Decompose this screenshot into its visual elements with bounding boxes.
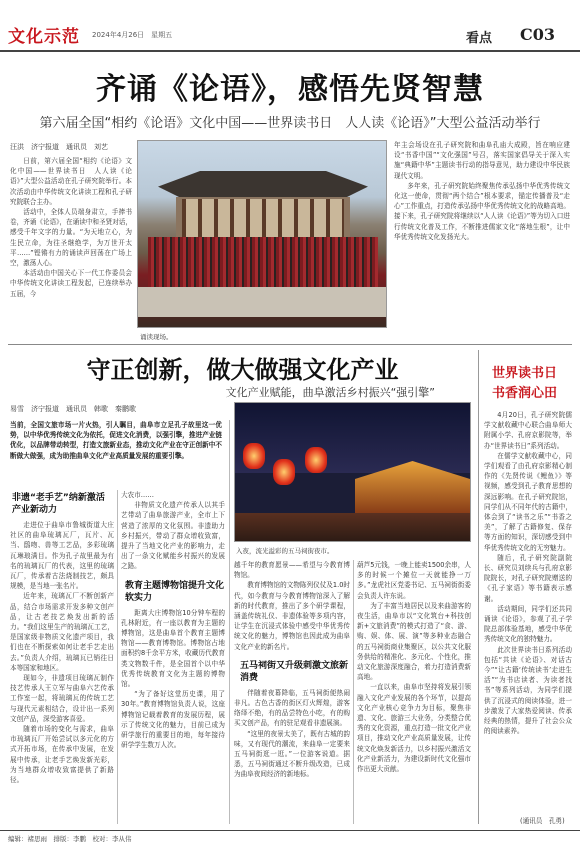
dateline: 2024年4月26日 星期五	[92, 31, 173, 39]
article2-column-1	[10, 520, 114, 785]
paragraph: 越千年的教育愿景——希望与今教育博物馆。	[234, 561, 350, 580]
paragraph: 大农市……	[121, 491, 154, 499]
sidebar-title-line-1: 世界读书日	[492, 366, 558, 381]
subhead-1: 非遗“老手艺”纳新激活产业新动力	[12, 493, 105, 515]
paragraph: 在儒学文献收藏中心，同学们观看了由孔府京影精心制作的《先贤传说《鲤鱼》》等视频，感受到孔子教育思想的深远影响。在孔子研究院馆，同学们从不同年代的古籍中，体会到了“读书之乐”“书香之美”，了解了古籍修复、保存等方面的知识，深切感受到中华优秀传统文化的无穷魅力。	[484, 451, 572, 552]
photo-night-street	[234, 402, 471, 542]
photo-pillars	[182, 199, 344, 237]
section-divider	[8, 344, 572, 345]
paragraph: 教育博物馆的文物陈列仪仗及1.0时代，如今教育与今教育博物馆深入了解新的时代教育，推出了多个研学课程，涵盖传统礼仪、非遗体验等多项内容，让学生在沉浸式体验中感受中华优秀传统文化的魅力，博物馆也因此成为曲阜文化产业的新名片。	[234, 581, 350, 651]
footer-credits: 编辑：褚思雨 排版：李鹏 校对：李从伟	[8, 835, 132, 843]
paragraph: 非物质文化遗产传承人以其手艺带动了曲阜旅游产业，全市上下营造了浓厚的文化氛围。非遗助力乡村振兴，带动了群众增收致富，提升了当地文化产业的影响力，走出了一条文化赋能乡村振兴的发展之路。	[121, 501, 225, 571]
paragraph: 活动期间，同学们还共同诵读《论语》，参观了孔子学院总部体验基地，感受中华优秀传统文化的独特魅力。	[484, 604, 572, 644]
page-number: C03	[520, 25, 555, 44]
photo-night-sky	[235, 403, 471, 473]
section-name: 看点	[466, 31, 493, 46]
paragraph: 一直以来，曲阜市坚持将发展引领融入文化产业发展的各个环节，以提高文化产业核心竞争力为目标，聚焦非遗、文化、旅游三大业务，分类整合优秀的文化资源，重点打造一批文化产业项目，推动文化产业高质量发展，让传统文化焕发新活力，以乡村振兴激活文化产业新活力，为建设新时代文化强市作出更大贡献。	[357, 683, 471, 774]
paragraph: 随后，孔子研究院副院长、研究员刘续兵与孔府京影院院长，对孔子研究院赠送的《孔子家语》等书籍表示感谢。	[484, 553, 572, 603]
paragraph: 近年来，琉璃瓦厂不断创新产品，结合市场需求开发多种文创产品，让古老技艺焕发出新的活力。“我们这里生产的琉璃瓦工艺，是国家级非物质文化遗产项目，我们也在不断探索如何让老手艺走出去。”负责人介绍，琉璃瓦已销往日本等国家和地区。	[10, 592, 114, 672]
column-divider	[353, 560, 354, 824]
lantern-icon	[273, 459, 295, 485]
sidebar-column	[484, 410, 572, 737]
column-divider	[229, 420, 230, 824]
paragraph: 距离大庄博物馆10分钟车程的孔林附近，有一座以教育为主题的博物馆，这是曲阜首个教育主题博物馆——教育博物馆。博物馆占地面积约8千余平方米，收藏历代教育类文物数千件，是全国首个以中华优秀传统教育文化为主题的博物馆。	[121, 608, 225, 689]
sidebar-credit: (通讯员 孔勇)	[520, 817, 565, 825]
paragraph: 4月20日，孔子研究院儒学文献收藏中心联合曲阜师大附属小学、孔府京影院等，举办“世界读书日”系列活动。	[484, 411, 572, 450]
paragraph: 活动中，全体人员端身肃立，手捧书卷，齐诵《论语》，在诵读中和圣贤对话，感受千年文字的力量。“为天地立心，为生民立命，为往圣继绝学，为万世开太平……”铿锵有力的诵读声回荡在广场上空，激荡人心。	[10, 208, 132, 268]
brand-logo: 文化示范	[8, 27, 80, 47]
photo-recitation	[137, 140, 387, 328]
paragraph: 伴随着夜幕降临，五马祠街便热闹非凡。古色古香的街区灯火辉煌，游客络绎不绝，有的品尝特色小吃，有的购买文创产品，有的驻足观看非遗展演。	[234, 688, 350, 728]
paragraph: 年主会场设在孔子研究院和曲阜孔庙大成殿，旨在响应建设“书香中国”“文化强国”号召，落实国家倡导关于深入实施“典籍中华”主题读书行动的指导意见，助力建设中华民族现代文明。	[394, 141, 570, 180]
paragraph: 葫芦5元钱，一晚上能卖1500余串，人多的时候一个摊位一天就能挣一万多。”龙虎社区党委书记、五马祠街街委会负责人许东说。	[357, 561, 471, 600]
lantern-icon	[305, 447, 327, 473]
column-divider	[117, 490, 118, 824]
photo-caption-2: 入夜，流光溢彩的五马祠街夜市。	[236, 547, 334, 555]
paragraph: 本活动由中国关心下一代工作委员会中华传统文化讲读工程发起，已连续举办五届，今	[10, 269, 132, 298]
paragraph: 随着市场的变化与需求，曲阜市琉璃瓦厂开始尝试以多元化的方式开拓市场，在传承中发展，在发展中传承，让老手艺焕发新光彩，为当地群众增收致富提供了新路径。	[10, 725, 114, 785]
photo-street	[235, 513, 471, 542]
article2-column-3	[234, 560, 350, 780]
subhead-3: 五马祠街又升级刺激文旅新消费	[240, 660, 349, 683]
paragraph: “为了备好这堂历史课，用了30年。”教育博物馆负责人说，这座博物馆记载着教育的发展历程，展示了传统文化的魅力，目前已成为研学旅行的重要目的地，每年接待研学学生数万人次。	[121, 690, 225, 750]
sidebar-title-line-2: 书香润心田	[492, 386, 558, 401]
article2-lead: 当前，全国文旅市场一片火热，引人瞩目，曲阜市立足孔子故里这一优势，以中华优秀传统文化为依托，促进文化消费，以强引擎，推进产业链优化，以品牌带动转型，打造文旅新业态，推动文化产业在守正创新中不断做大做强，成为助推曲阜文化产业高质量发展的重要引擎。	[10, 421, 222, 460]
article1-column-3	[394, 140, 570, 242]
article2-column-2	[121, 490, 225, 750]
article2-column-4	[357, 560, 471, 774]
paragraph: 走进位于曲阜市鲁城街道大庄社区的曲阜琉璃瓦厂，瓦片、瓦当、鸱吻、兽等工艺品，多彩琉璃瓦琳琅满目。作为孔子故里最为有名的琉璃瓦厂的代表，这里的琉璃瓦厂，传承着古法烧制技艺，颇具规模，是当地一张名片。	[10, 521, 114, 591]
paragraph: 多年来，孔子研究院始终聚焦传承弘扬中华优秀传统文化这一使命，贯彻“两个结合”根本要求，锚定传播普及“走心”工作重点，打造传承弘扬中华优秀传统文化的战略高地。接下来，孔子研究院将继续以“人人读《论语》”等为切入口进行传统文化普及工作，不断推进儒家文化“落地生根”，让中华优秀传统文化发扬光大。	[394, 181, 570, 241]
footer-rule	[0, 830, 580, 831]
subheadline-2: 文化产业赋能，曲阜激活乡村振兴“强引擎”	[225, 386, 435, 399]
paragraph: 现如今，非遗项目琉璃瓦制作技艺传承人王立军与曲阜六艺传承工作室一起，将琉璃瓦的传统工艺与现代元素相结合，设计出一系列文创产品，深受游客喜爱。	[10, 674, 114, 723]
lantern-icon	[243, 443, 265, 469]
byline-2: 易雪 济宁报道 通讯员 韩歌 秦鹏歌	[10, 405, 136, 413]
masthead	[0, 0, 580, 50]
article1-column-1	[10, 156, 132, 299]
sidebar-divider	[478, 350, 479, 824]
subhead-2: 教育主题博物馆提升文化软实力	[125, 580, 225, 603]
paragraph: 日前，第六届全国“相约《论语》文化中国——世界读书日 人人读《论语》”大型公益活动在孔子研究院举行。本次活动由中华传统文化讲读工程和孔子研究院联合主办。	[10, 157, 132, 206]
photo-plaza	[138, 287, 387, 317]
headline-2: 守正创新，做大做强文化产业	[86, 355, 399, 384]
paragraph: 此次世界读书日系列活动包括“共读《论语》、对话古今”“让古籍‘传统读书’走进生活”“为书店读者、为读者找书”等系列活动，为同学们提供了沉浸式的阅读体验，进一步激发了大家热爱阅读、传承经典的热情，提升了社会公众的阅读素养。	[484, 645, 572, 736]
photo-crowd	[148, 237, 378, 287]
subheadline-1: 第六届全国“相约《论语》文化中国——世界读书日 人人读《论语》”大型公益活动举行	[39, 116, 541, 131]
paragraph: 为了丰富当地居民以及来曲游客的夜生活，曲阜市以“文化筑台+科技创新+文旅消费”的模式打造了“食、游、购、娱、体、展、演”等多种业态融合的五马祠街商业集聚区，以公共文化服务供给的精准化、多元化、个性化，推动文化旅游深度融合，着力打造消费新高地。	[357, 601, 471, 682]
paragraph: “这里的夜景太美了，既有古城的韵味，又有现代的潮流，来曲阜一定要来五马祠街逛一逛。”一位游客说道。据悉，五马祠街通过不断升级改造，已成为曲阜夜间经济的新地标。	[234, 729, 350, 779]
headline-1: 齐诵《论语》，感悟先贤智慧	[96, 72, 484, 107]
photo-caption-1: 诵读现场。	[140, 333, 173, 341]
photo-hall-roof	[158, 171, 368, 197]
byline-1: 汪洪 济宁报道 通讯员 刘艺	[10, 143, 108, 151]
masthead-rule	[0, 50, 580, 52]
